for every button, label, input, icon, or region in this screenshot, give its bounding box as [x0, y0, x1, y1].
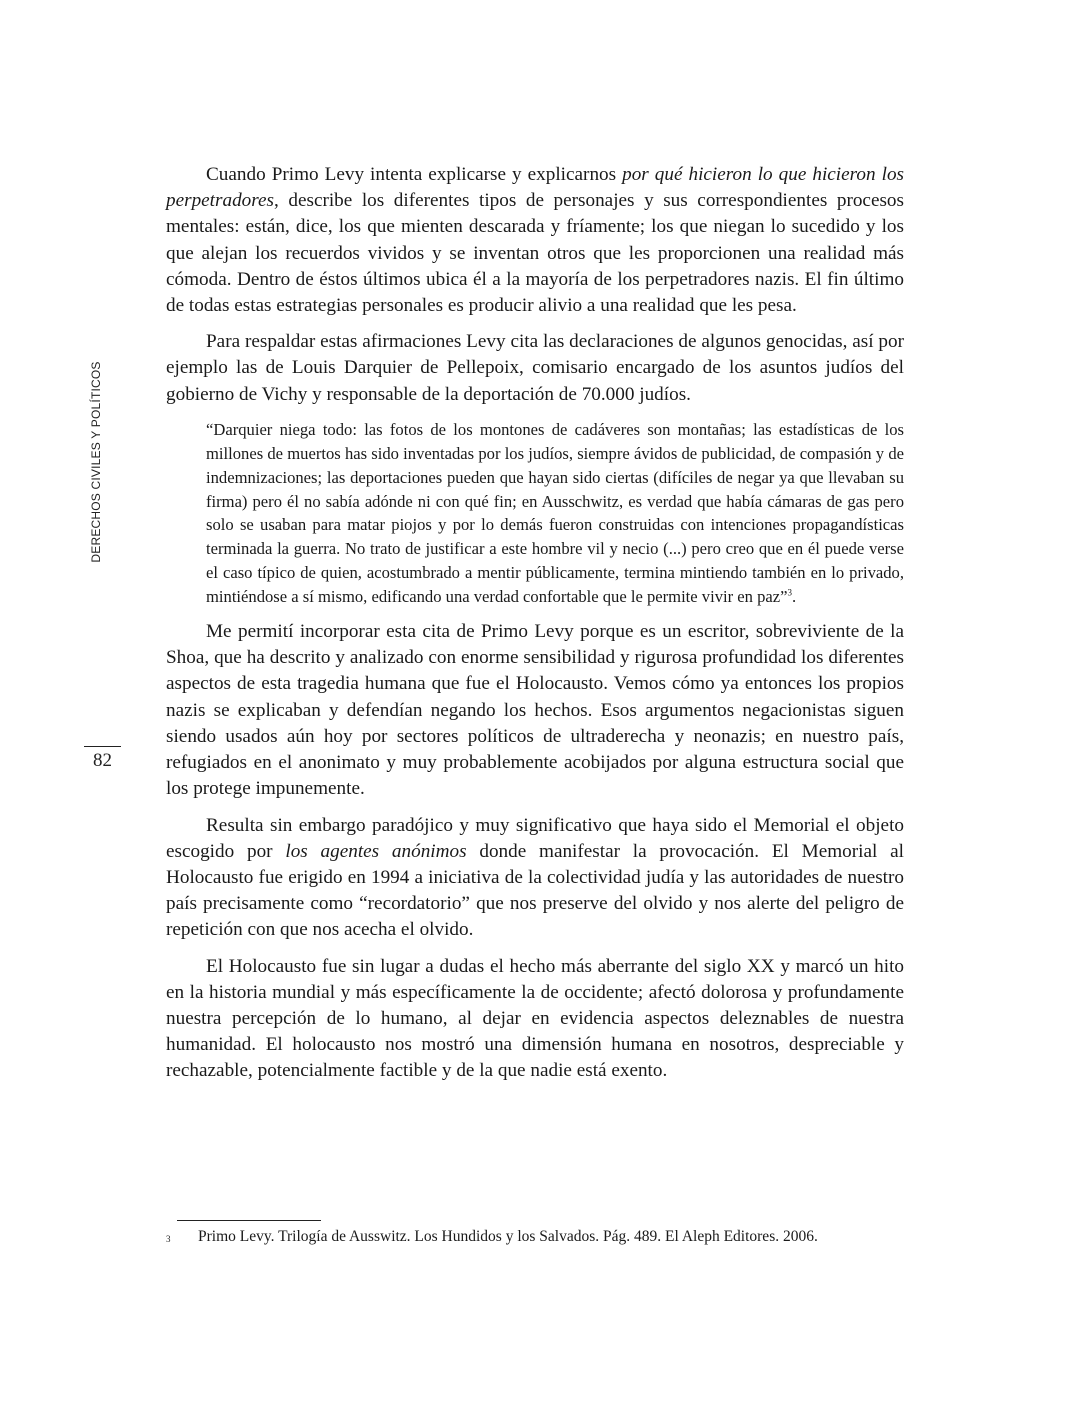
footnote-mark: 3 [166, 1234, 171, 1244]
paragraph-4-end: donde manifestar la provocación. El Memorial al Holocausto fue erigido en 1994 a iniciativa de la colectividad judía y las autoridades de nuestro país precisamente como “recordatorio” que nos preserve del olvido y nos alerte del peligro de repetición con que nos acecha el olvido. [166, 840, 904, 941]
paragraph-5: El Holocausto fue sin lugar a dudas el hecho más aberrante del siglo XX y marcó un hito en la historia mundial y más específicamente la de occidente; afectó dolorosa y profundamente nuestra percepción de lo humano, al dejar en evidencia aspectos deleznables de nuestra humanidad. El holocausto nos mostró una dimensión humana en nosotros, despreciable y rechazable, potencialmente factible y de la que nadie está exento. [166, 955, 904, 1082]
block-quote-text: “Darquier niega todo: las fotos de los montones de cadáveres son montañas; las estadísticas de los millones de muertos has sido inventadas por los judíos, siempre ávidos de publicidad, de compasión y de indemnizaciones; las deportaciones pueden que hayan sido ciertas (difíciles de negar ya que llevaban su firma) pero él no sabía adónde ni con qué fin; en Ausschwitz, es verdad que había cámaras de gas pero solo se usaban para matar piojos y por lo demás fueron construidas con intenciones propagandísticas terminada la guerra. No trato de justificar a este hombre vil y necio (...) pero creo que en él puede verse el caso típico de quien, acostumbrado a mentir públicamente, termina mintiendo también en lo privado, mintiéndose a sí mismo, edificando una verdad confortable que le permite vivir en paz” [206, 419, 904, 607]
footnote-reference: 3 [787, 587, 793, 598]
footnote [166, 1226, 904, 1248]
footnote-text: Primo Levy. Trilogía de Ausswitz. Los Hundidos y los Salvados. Pág. 489. El Aleph Editores. 2006. [198, 1228, 818, 1245]
paragraph-4-italic: los agentes anónimos [285, 840, 467, 862]
block-quote [206, 418, 904, 609]
block-quote-end: . [792, 587, 797, 607]
paragraph-1-start: Cuando Primo Levy intenta explicarse y explicarnos [206, 164, 623, 185]
paragraph-1-italic: por qué hicieron lo que hicieron los perpetradores [166, 164, 904, 212]
paragraph-3: Me permití incorporar esta cita de Primo Levy porque es un escritor, sobreviviente de la Shoa, que ha descrito y analizado con enorme sensibilidad y rigurosa profundidad los diferentes aspectos de esta tragedia humana que fue el Holocausto. Vemos cómo ya entonces los propios nazis se explicaban y defendían negando los hechos. Esos argumentos negacionistas siguen siendo usados aún hoy por sectores políticos de ultraderecha y neonazis; en nuestro país, refugiados en el anonimato y muy probablemente acobijados por alguna estructura social que los protege impunemente. [166, 621, 904, 800]
paragraph-1-end: , describe los diferentes tipos de personajes y sus correspondientes procesos mentales: están, dice, los que mienten descarada y fríamente; los que niegan lo sucedido y los que alejan los recuerdos vividos y se inventan otros que les proporcionen una realidad más cómoda. Dentro de éstos últimos ubica él a la mayoría de los perpetradores nazis. El fin último de todas estas estrategias personales es producir alivio a una realidad que les pesa. [166, 190, 904, 317]
page-number: 82 [93, 750, 112, 771]
paragraph-4-start: Resulta sin embargo paradójico y muy significativo que haya sido el Memorial el objeto escogido por [166, 814, 904, 862]
paragraph-4 [166, 813, 904, 944]
paragraph-2: Para respaldar estas afirmaciones Levy cita las declaraciones de algunos genocidas, así por ejemplo las de Louis Darquier de Pellepoix, comisario encargado de los asuntos judíos del gobierno de Vichy y responsable de la deportación de 70.000 judíos. [166, 331, 904, 405]
page-number-rule [84, 746, 121, 747]
body-text [166, 162, 904, 1095]
footnote-rule [177, 1220, 321, 1221]
running-header-text: DERECHOS CIVILES Y POLÍTICOS [89, 361, 103, 563]
paragraph-1 [166, 162, 904, 319]
